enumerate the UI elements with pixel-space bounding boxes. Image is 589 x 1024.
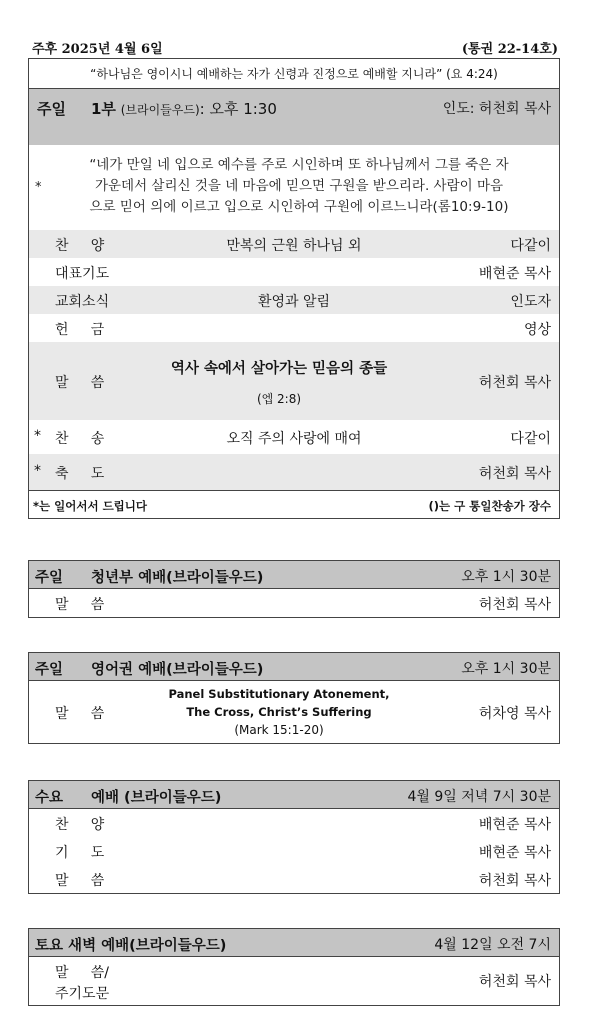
order-row-benediction [29,454,559,490]
order-person: 허천회 목사 [478,873,551,889]
verse-line: 가운데서 살리신 것을 네 마음에 믿으면 구원을 받으리라. 사람이 마음 [94,178,504,194]
youth-service-box [28,560,560,618]
bulletin-header [28,36,560,58]
order-label: 찬 송 [55,431,105,447]
service-day: 주일 [37,100,66,118]
service-day: 수요 [35,790,64,806]
order-person: 허천회 목사 [478,597,551,613]
saturday-sermon-row [29,957,559,1005]
theme-verse: “하나님은 영이시니 예배하는 자가 신령과 진정으로 예배할 지니라” (요 4:24) [29,59,559,89]
standing-marker: * [34,463,41,479]
service-time: 4월 12일 오전 7시 [434,937,551,953]
order-label: 말 씀 [55,375,105,391]
wednesday-prayer-row [29,837,559,865]
order-person: 배현준 목사 [478,817,551,833]
sermon-reference: (엡 2:8) [256,392,302,406]
sermon-title: 역사 속에서 살아가는 믿음의 종들 [170,361,388,377]
order-label: 기 도 [55,845,105,861]
order-content: 환영과 알림 [257,294,331,310]
service-leader: 인도: 허천회 목사 [442,101,551,117]
order-content: 만복의 근원 하나님 외 [226,238,362,254]
service-title: 영어권 예배(브라이들우드) [91,662,264,678]
order-person: 인도자 [510,294,551,310]
sermon-title-line: The Cross, Christ’s Suffering [186,705,372,719]
order-person: 허천회 목사 [478,466,551,482]
order-label: 주기도문 [55,986,110,1002]
order-row-prayer [29,258,559,286]
english-service-box [28,652,560,744]
main-service-box [28,58,560,519]
verse-line: 으로 믿어 의에 이르고 입으로 시인하여 구원에 이르느니라(롬10:9-10) [89,199,509,215]
order-person: 허차영 목사 [478,706,551,722]
service-day: 주일 [35,570,64,586]
standing-marker: * [35,180,42,195]
order-label: 말 씀 [55,597,105,613]
call-to-worship-verse [29,145,559,230]
order-label: 찬 양 [55,817,105,833]
service-time: : 오후 1:30 [199,100,277,118]
hymnal-note: ()는 구 통일찬송가 장수 [428,499,551,513]
order-label: 대표기도 [55,266,110,282]
order-person: 다같이 [510,238,551,254]
order-row-offering [29,314,559,342]
service-title: 청년부 예배(브라이들우드) [91,570,264,586]
service-time: 오후 1시 30분 [461,661,551,677]
bulletin-volume: (통권 22-14호) [461,42,558,57]
main-service-header [29,89,559,125]
order-person: 다같이 [510,431,551,447]
order-person: 허천회 목사 [478,375,551,391]
order-label: 교회소식 [55,294,110,310]
wednesday-service-box [28,780,560,894]
order-person: 배현준 목사 [478,845,551,861]
order-person: 허천회 목사 [478,974,551,990]
english-sermon-row [29,681,559,743]
service-location: (브라이들우드) [120,103,200,117]
service-time: 4월 9일 저녁 7시 30분 [407,789,551,805]
service-part-line [91,98,277,119]
standing-note: *는 일어서서 드립니다 [33,499,148,513]
order-row-sermon [29,342,559,420]
service-part: 1부 [91,100,116,118]
verse-line: “네가 만일 네 입으로 예수를 주로 시인하며 또 하나님께서 그를 죽은 자 [89,157,509,173]
order-label: 말 씀 [55,873,105,889]
order-label: 찬 양 [55,238,105,254]
order-footer [29,490,559,518]
service-day: 주일 [35,662,64,678]
sermon-title-line: Panel Substitutionary Atonement, [168,687,390,701]
order-content: 오직 주의 사랑에 매여 [226,431,362,447]
youth-sermon-row [29,589,559,617]
header-gap [29,125,559,145]
english-header [29,653,559,681]
service-time: 오후 1시 30분 [461,569,551,585]
order-label: 축 도 [55,466,105,482]
order-row-announcements [29,286,559,314]
saturday-service-box [28,928,560,1006]
wednesday-praise-row [29,809,559,837]
order-label: 헌 금 [55,322,105,338]
youth-header [29,561,559,589]
standing-marker: * [34,428,41,444]
wednesday-sermon-row [29,865,559,893]
service-title: 토요 새벽 예배(브라이들우드) [35,938,227,954]
order-person: 배현준 목사 [478,266,551,282]
order-label: 말 씀/ [55,965,110,981]
wednesday-header [29,781,559,809]
order-row-hymn [29,420,559,454]
service-title: 예배 (브라이들우드) [91,790,222,806]
order-label: 말 씀 [55,706,105,722]
saturday-header [29,929,559,957]
bulletin-date: 주후 2025년 4월 6일 [32,42,163,57]
order-row-praise [29,230,559,258]
sermon-reference: (Mark 15:1-20) [234,723,324,737]
order-person: 영상 [523,322,551,338]
